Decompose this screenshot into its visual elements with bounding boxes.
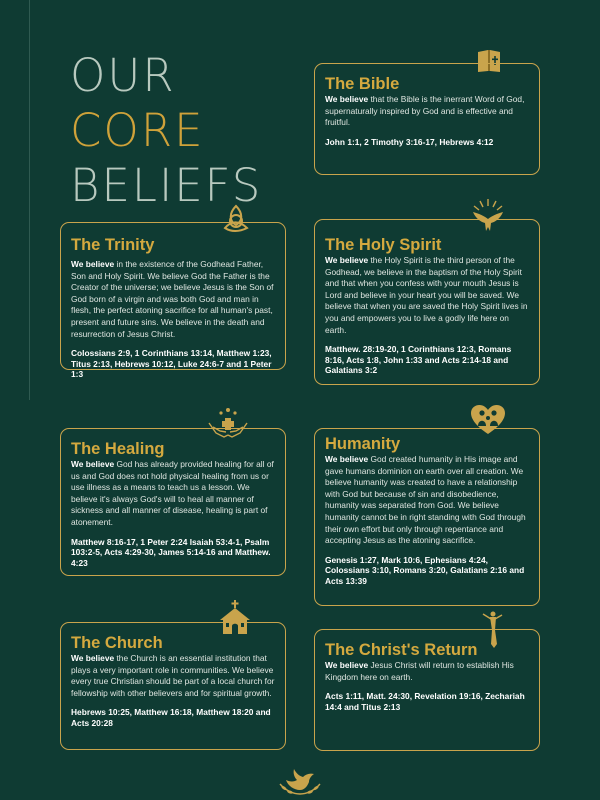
card-lead: We believe: [325, 454, 369, 464]
card-lead: We believe: [325, 94, 369, 104]
card-references: Genesis 1:27, Mark 10:6, Ephesians 4:24, Colossians 3:10, Romans 3:20, Galatians 2:16 and Acts 13:39: [325, 554, 525, 586]
title-line-core: CORE: [70, 104, 205, 157]
card-title: The Christ's Return: [325, 641, 478, 659]
card-text: in the existence of the Godhead Father, Son and Holy Spirit. We believe God the Father is the Creator of the universe; we believe Jesus is the Son of God born of a virgin and was both God and man in flesh, the perfect atoning sacrifice for all human's past, present and future sins. We believe in the death and resurrection of Jesus Christ.: [71, 259, 274, 339]
card-body: [71, 259, 275, 340]
card-body: [71, 653, 275, 699]
card-references: Colossians 2:9, 1 Corinthians 13:14, Matthew 1:23, Titus 2:13, Hebrews 10:12, Luke 24:6-7 and 1 Peter 1:3: [71, 348, 272, 380]
card-title: The Holy Spirit: [325, 236, 442, 254]
card-the-trinity: [60, 222, 286, 380]
card-title: The Bible: [325, 75, 400, 93]
card-text: the Holy Spirit is the third person of the Godhead, we believe in the baptism of the Holy Spirit and that when you confess with your mouth Jesus is Lord and believe in your heart you will be saved. We believe that when you are saved the Holy Spirit lives in you and empowers you to live a godly life here on earth.: [325, 255, 528, 335]
card-the-healing: [60, 428, 286, 576]
decorative-divider-line: [29, 0, 30, 400]
card-the-holy-spirit: [314, 219, 540, 385]
page-title: [70, 48, 262, 213]
card-body: [325, 454, 529, 547]
card-references: Hebrews 10:25, Matthew 16:18, Matthew 18:20 and Acts 20:28: [71, 707, 271, 728]
card-lead: We believe: [71, 459, 115, 469]
card-lead: We believe: [325, 660, 369, 670]
card-references: Matthew 8:16-17, 1 Peter 2:24 Isaiah 53:4-1, Psalm 103:2-5, Acts 4:29-30, James 5:14-16 and Matthew. 4:23: [71, 536, 271, 568]
title-line-our: OUR: [70, 49, 176, 102]
card-title: The Church: [71, 634, 163, 652]
card-body: [325, 660, 529, 683]
card-humanity: [314, 428, 540, 606]
title-line-beliefs: BELIEFS: [70, 159, 263, 212]
dove-laurel-icon: [276, 764, 324, 796]
card-title: The Healing: [71, 440, 165, 458]
card-text: that the Bible is the inerrant Word of God, supernaturally inspired by God and is effective and fruitful.: [325, 94, 525, 128]
card-text: Jesus Christ will return to establish His Kingdom here on earth.: [325, 660, 514, 682]
card-the-christs-return: [314, 629, 540, 751]
card-text: God has already provided healing for all of us and God does not hold physical healing from us or use illness as a means to teach us a lesson. We believe it's always God's will to heal all manner of sickness and all manner of disease, healing is part of atonement.: [71, 459, 274, 527]
card-the-bible: [314, 63, 540, 175]
card-body: [325, 94, 529, 129]
card-title: Humanity: [325, 435, 401, 453]
card-lead: We believe: [71, 259, 115, 269]
card-lead: We believe: [325, 255, 369, 265]
card-references: John 1:1, 2 Timothy 3:16-17, Hebrews 4:12: [325, 136, 494, 147]
card-the-church: [60, 622, 286, 750]
card-lead: We believe: [71, 653, 115, 663]
card-body: [71, 459, 275, 529]
card-text: the Church is an essential institution that plays a very important role in communities. We believe every true Christian should be part of a local church for fellowship with other believers and for spiritual growth.: [71, 653, 275, 698]
card-title: The Trinity: [71, 236, 155, 254]
card-text: God created humanity in His image and gave humans dominion on earth over all creation. We believe humanity was created to have a relationship with God but because of sin and disobedience, humanity was separated from God. We believe humanity cannot be in right standing with God through their own effort but only through repentance and accepting Jesus as the atoning sacrifice.: [325, 454, 526, 546]
card-body: [325, 255, 529, 336]
card-references: Acts 1:11, Matt. 24:30, Revelation 19:16, Zechariah 14:4 and Titus 2:13: [325, 691, 525, 712]
card-references: Matthew. 28:19-20, 1 Corinthians 12:3, Romans 8:16, Acts 1:8, John 1:33 and Acts 2:14-18 and Galatians 3:2: [325, 344, 512, 376]
